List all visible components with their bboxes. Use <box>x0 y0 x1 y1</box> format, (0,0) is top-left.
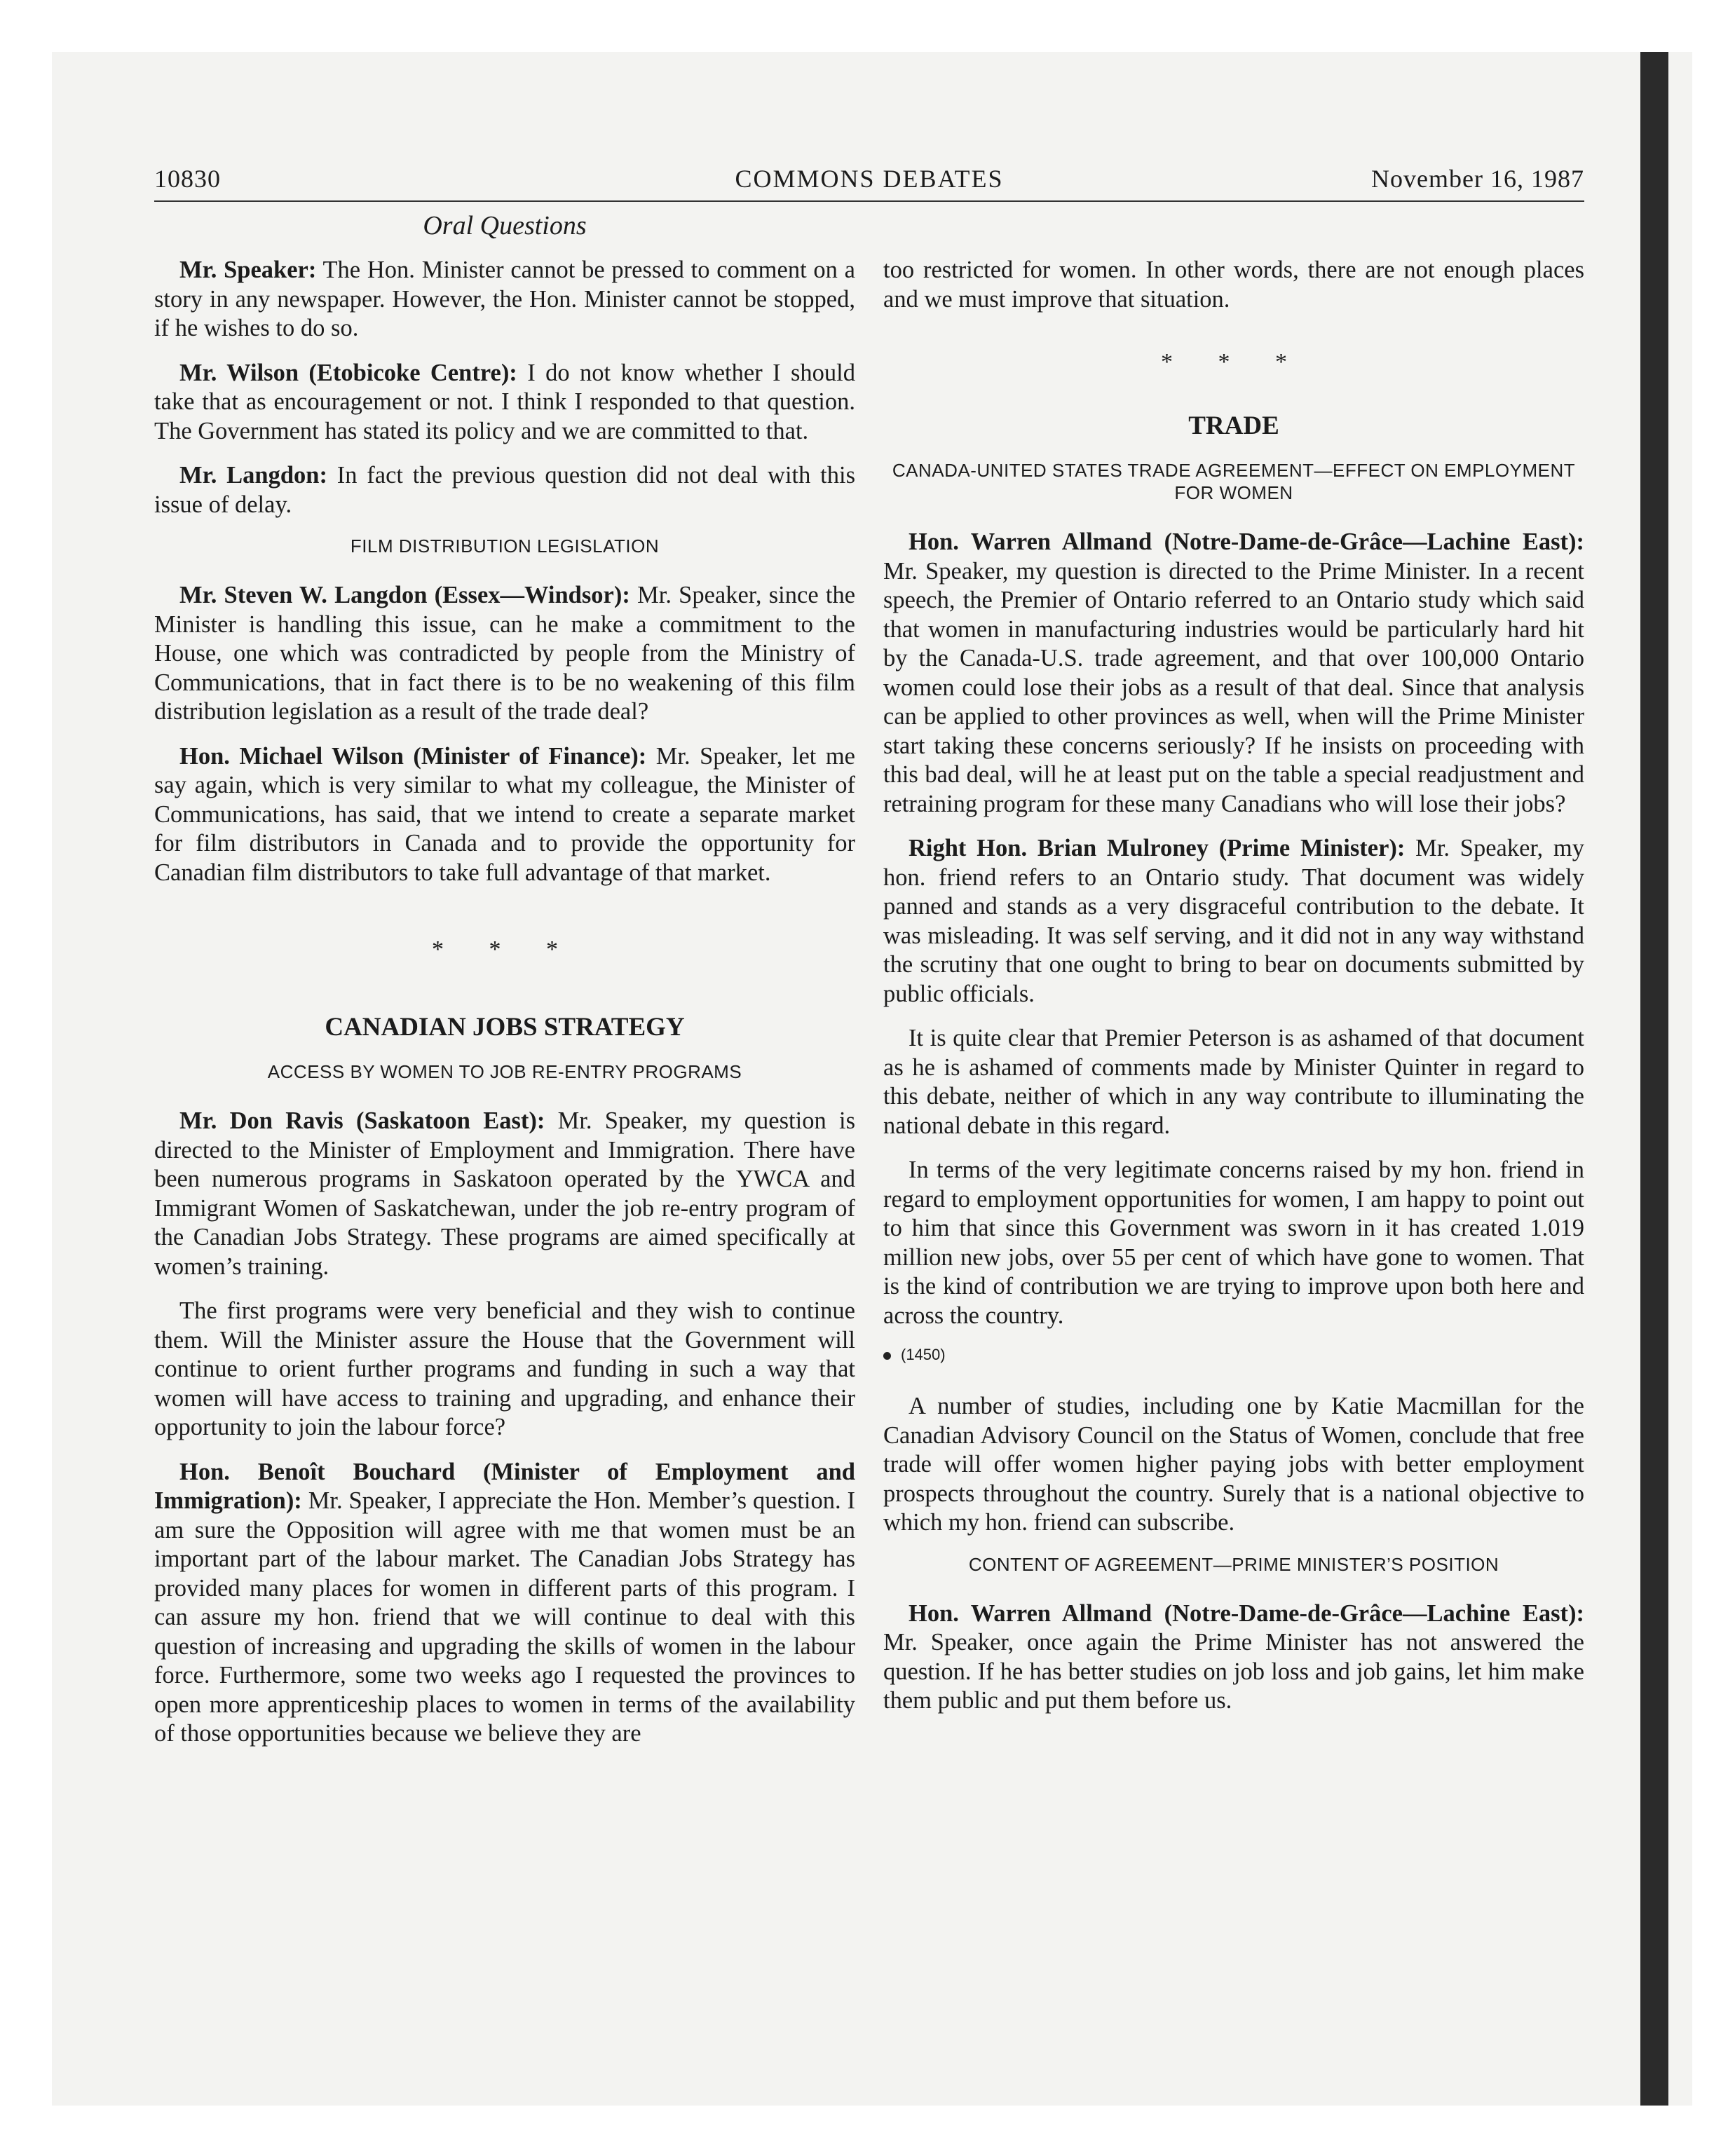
speech-text: In fact the previous question did not deal with this issue of delay. <box>154 462 856 518</box>
paragraph <box>154 256 855 343</box>
speech-text: Mr. Speaker, let me say again, which is very similar to what my colleague, the Minister of Communications, has said, that we intend to create a separate market for film distributors in Canada and to provide the opportunity for Canadian film distributors to take full advantage of that market. <box>154 742 855 886</box>
speaker-name: Mr. Don Ravis (Saskatoon East): <box>179 1107 545 1134</box>
publication-date: November 16, 1987 <box>1371 165 1584 193</box>
section-heading: CANADIAN JOBS STRATEGY <box>325 1013 685 1042</box>
subheading: ACCESS BY WOMEN TO JOB RE-ENTRY PROGRAMS <box>267 1061 742 1082</box>
speaker-name: Mr. Wilson (Etobicoke Centre): <box>179 359 517 386</box>
paragraph <box>154 742 855 888</box>
subheading: FILM DISTRIBUTION LEGISLATION <box>350 535 660 557</box>
speech-text: Mr. Speaker, my question is directed to the Minister of Employment and Immigration. There have been numerous programs in Saskatoon operated by the YWCA and Immigrant Women of Saskatchewan, under the job re-entry program of the Canadian Jobs Strategy. These programs are aimed specifically at women’s training. <box>154 1107 856 1280</box>
speech-text: The Hon. Minister cannot be pressed to comment on a story in any newspaper. However, the Hon. Minister cannot be stopped, if he wishes to do so. <box>154 257 855 341</box>
publication-title: COMMONS DEBATES <box>735 165 1004 193</box>
speech-text: Mr. Speaker, I appreciate the Hon. Member’s question. I am sure the Opposition will agree with me that women must be an important part of the labour market. The Canadian Jobs Strategy has provided many places for women in different parts of this program. I can assure my hon. friend that we will continue to deal with this question of increasing and upgrading the skills of women in the labour force. Furthermore, some two weeks ago I requested the provinces to open more apprenticeship places to women in terms of the availability of those opportunities because we believe they are <box>154 1487 855 1747</box>
speaker-name: Right Hon. Brian Mulroney (Prime Minister): <box>909 835 1406 861</box>
paragraph <box>154 1107 855 1281</box>
paragraph <box>154 359 855 446</box>
paragraph <box>883 1599 1584 1716</box>
speech-text: Mr. Speaker, my question is directed to the Prime Minister. In a recent speech, the Premier of Ontario referred to an Ontario study which said that women in manufacturing industries would be particularly hard hit by the Canada-U.S. trade agreement, and that over 100,000 Ontario women could lose their jobs as a result of that deal. Since that analysis can be applied to other provinces as well, when will the Prime Minister start taking these concerns seriously? If he insists on proceeding with this bad deal, will he at least put on the table a special readjustment and retraining program for these many Canadians who will lose their jobs? <box>883 557 1584 817</box>
right-column <box>883 256 1584 1731</box>
subheading: CANADA-UNITED STATES TRADE AGREEMENT—EFFECT ON EMPLOYMENT FOR WOMEN <box>892 460 1576 503</box>
subheading: CONTENT OF AGREEMENT—PRIME MINISTER’S POSITION <box>968 1553 1499 1575</box>
speech-text: Mr. Speaker, my hon. friend refers to an Ontario study. That document was widely panned and stands as a very disgraceful contribution to the debate. It was misleading. It was self serving, and it did not in any way withstand the scrutiny that one ought to bring to bear on documents submitted by public officials. <box>883 835 1584 1007</box>
page-header <box>154 161 1584 202</box>
time-marker <box>883 1346 1584 1364</box>
section-label: Oral Questions <box>423 211 587 240</box>
paragraph: It is quite clear that Premier Peterson is as ashamed of that document as he is ashamed of comments made by Minister Quinter in regard to this debate, neither of which in any way contribute to illuminating the national debate in this regard. <box>883 1025 1584 1139</box>
speaker-name: Hon. Benoît Bouchard (Minister of Employment and Immigration): <box>154 1458 855 1514</box>
speaker-name: Hon. Warren Allmand (Notre-Dame-de-Grâce—Lachine East): <box>909 1599 1584 1627</box>
section-divider: * * * <box>1161 349 1307 375</box>
speech-text: I do not know whether I should take that as encouragement or not. I think I responded to that question. The Government has stated its policy and we are committed to that. <box>154 359 855 444</box>
paragraph <box>154 581 855 727</box>
paragraph: In terms of the very legitimate concerns raised by my hon. friend in regard to employment opportunities for women, I am happy to point out to him that since this Government was sworn in it has created 1.019 million new jobs, over 55 per cent of which have gone to women. That is the kind of contribution we are trying to improve upon both here and across the country. <box>883 1157 1584 1329</box>
speech-text: Mr. Speaker, once again the Prime Minister has not answered the question. If he has better studies on job loss and job gains, let him make them public and put them before us. <box>883 1629 1584 1714</box>
section-divider: * * * <box>432 936 578 962</box>
left-column <box>154 256 855 1764</box>
time-marker-text: (1450) <box>901 1346 946 1363</box>
paragraph: A number of studies, including one by Katie Macmillan for the Canadian Advisory Council on the Status of Women, conclude that free trade will offer women higher paying jobs with better employment prospects throughout the country. Surely that is a national objective to which my hon. friend can subscribe. <box>883 1393 1584 1536</box>
speaker-name: Mr. Steven W. Langdon (Essex—Windsor): <box>179 582 630 608</box>
speaker-name: Mr. Langdon: <box>179 462 327 489</box>
paragraph <box>154 461 855 519</box>
paragraph <box>154 1458 855 1749</box>
scan-edge <box>1640 52 1668 2106</box>
paragraph <box>883 834 1584 1009</box>
paragraph: too restricted for women. In other words, there are not enough places and we must improve that situation. <box>883 257 1584 313</box>
paragraph: The first programs were very beneficial and they wish to continue them. Will the Minister assure the House that the Government will continue to orient further programs and funding in such a way that women will have access to training and upgrading, and enhance their opportunity to join the labour force? <box>154 1297 855 1440</box>
speaker-name: Hon. Michael Wilson (Minister of Finance): <box>179 742 647 770</box>
page-number: 10830 <box>154 165 221 193</box>
speaker-name: Mr. Speaker: <box>179 257 317 283</box>
section-heading: TRADE <box>1188 411 1279 440</box>
paragraph <box>883 528 1584 819</box>
speaker-name: Hon. Warren Allmand (Notre-Dame-de-Grâce—Lachine East): <box>909 528 1584 555</box>
bullet-icon <box>883 1352 891 1360</box>
speech-text: Mr. Speaker, since the Minister is handling this issue, can he make a commitment to the House, one which was contradicted by people from the Ministry of Communications, that in fact there is to be no weakening of this film distribution legislation as a result of the trade deal? <box>154 582 856 725</box>
